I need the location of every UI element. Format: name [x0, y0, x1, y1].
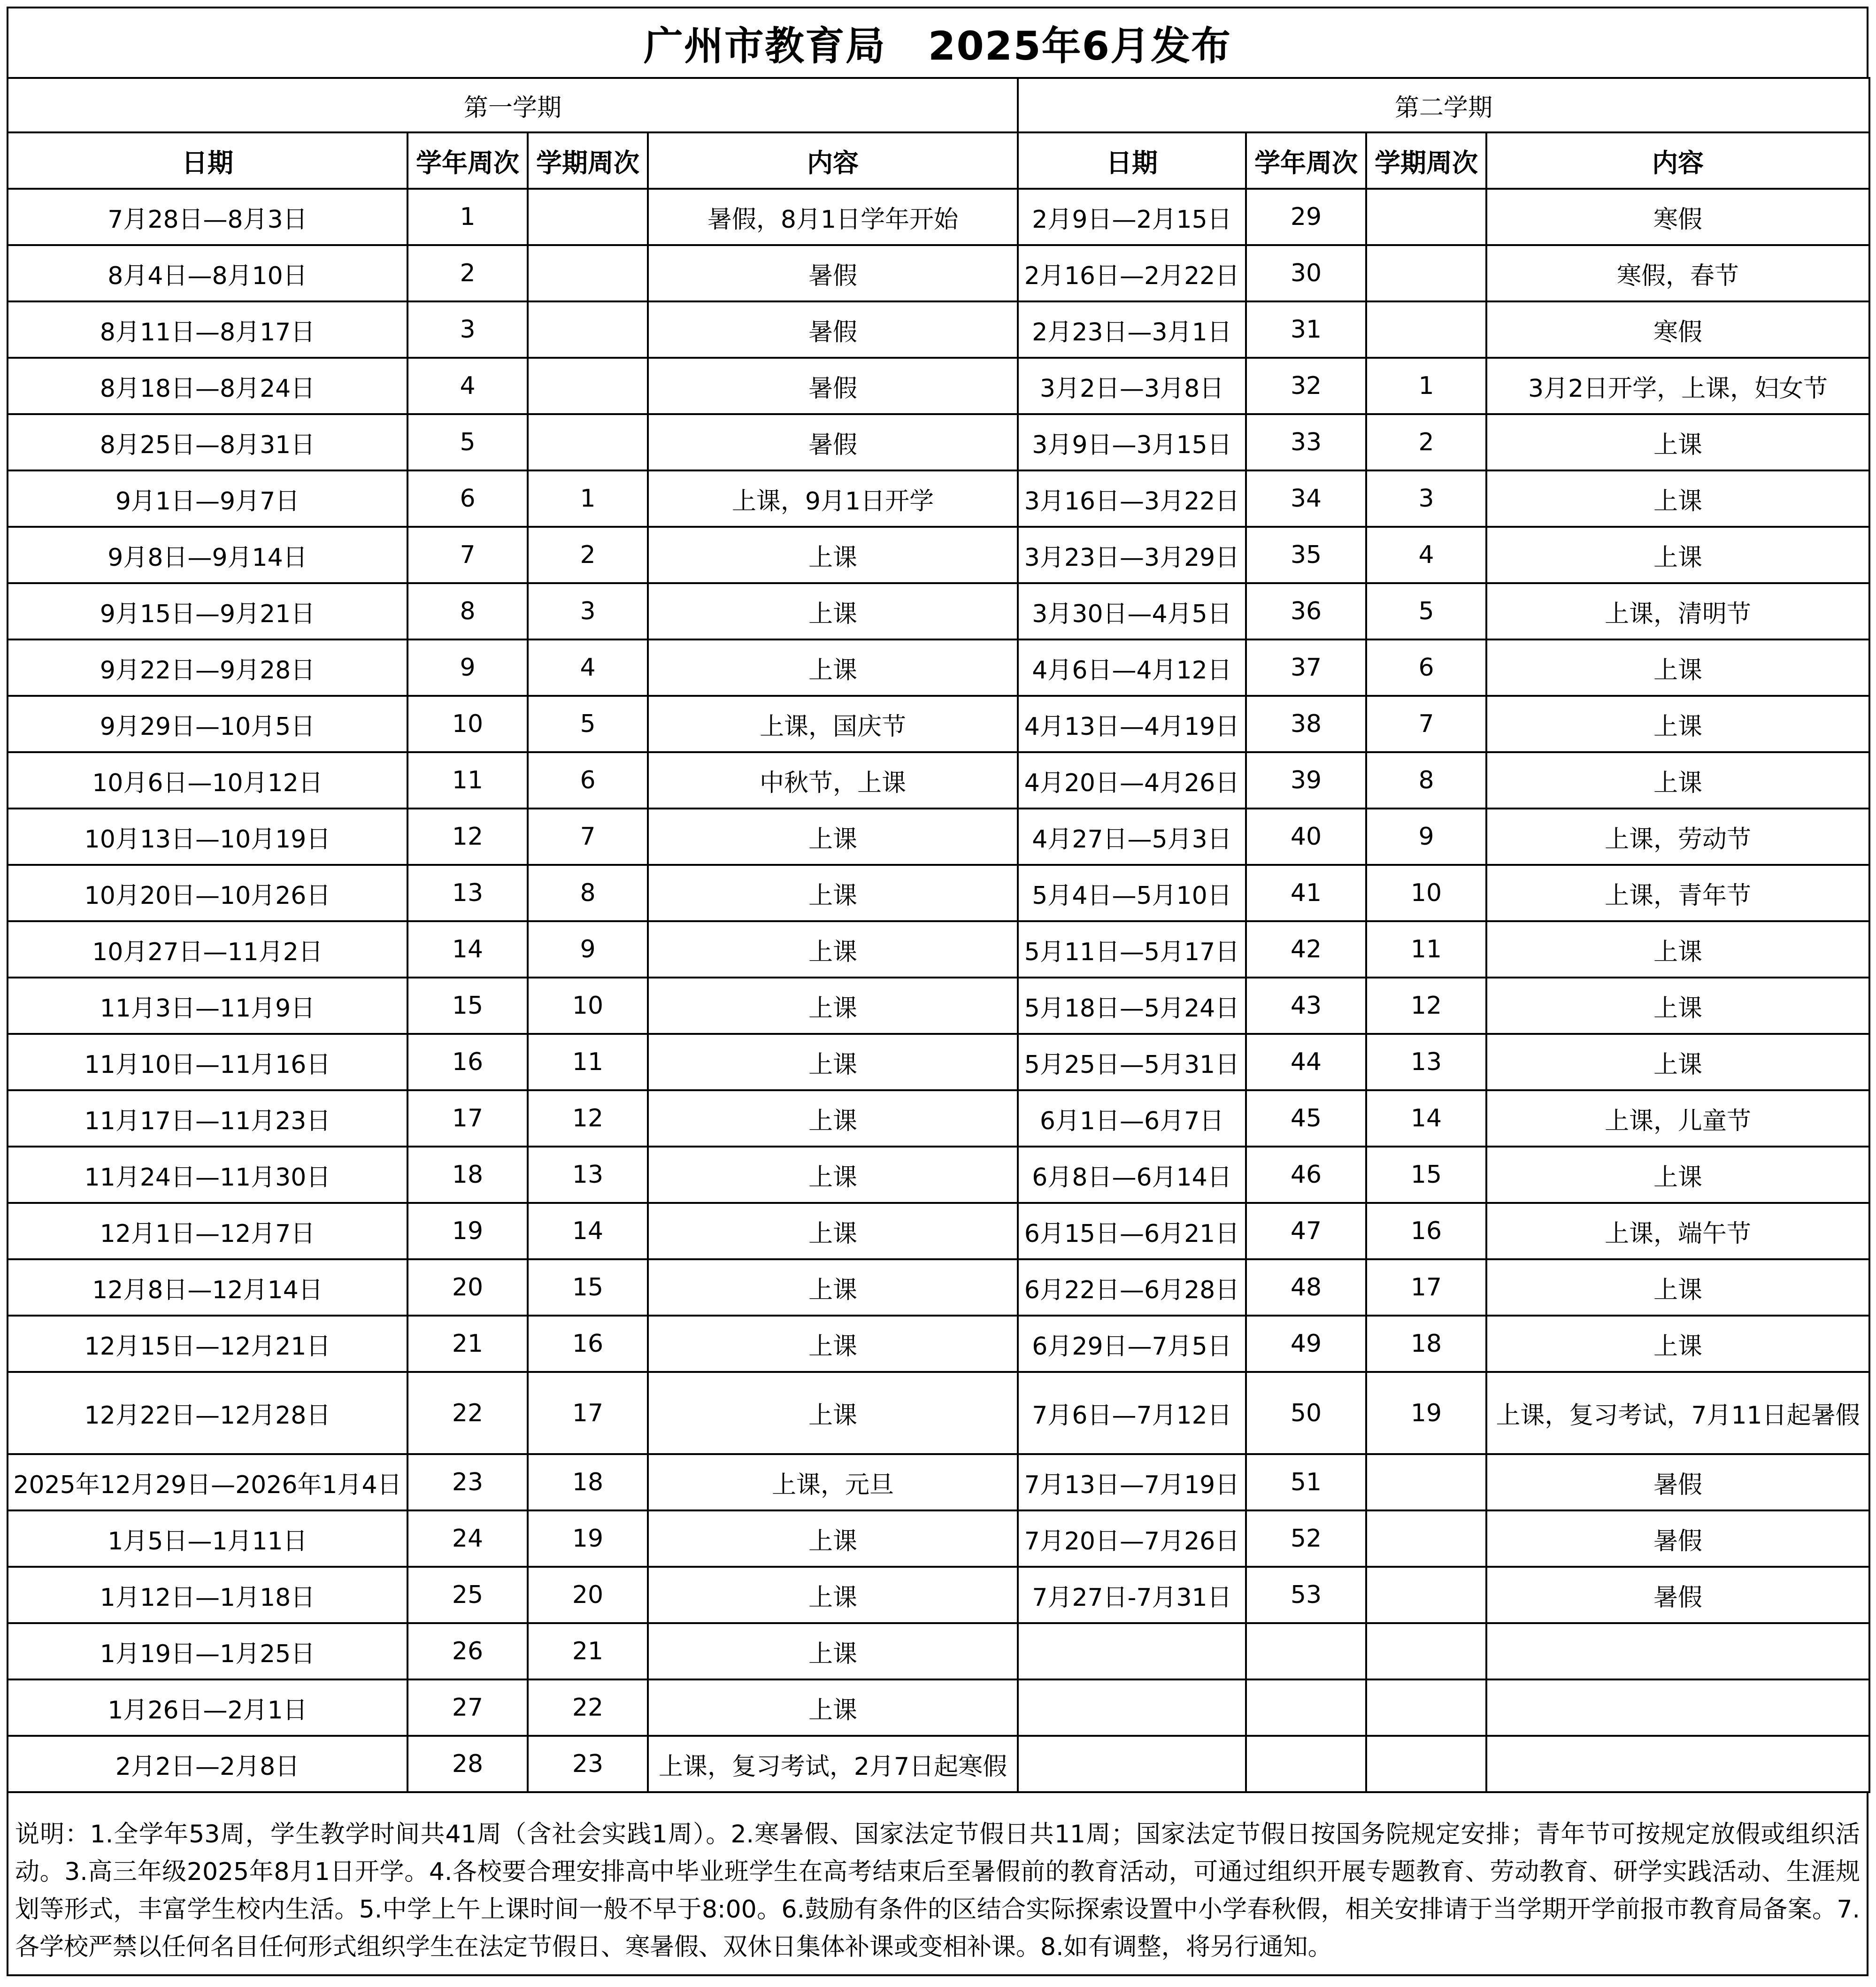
content-second-cell: 上课，青年节 — [1486, 865, 1869, 921]
date-second-cell: 5月11日—5月17日 — [1018, 921, 1246, 978]
table-row — [8, 1567, 1869, 1623]
year-week-first-cell: 11 — [407, 752, 528, 809]
content-first-cell: 上课 — [648, 1510, 1018, 1567]
content-first-cell: 上课，9月1日开学 — [648, 470, 1018, 527]
term-week-second-cell: 7 — [1366, 696, 1486, 752]
year-week-first-cell: 17 — [407, 1090, 528, 1147]
content-first-cell: 暑假 — [648, 414, 1018, 470]
content-second-cell: 上课 — [1486, 752, 1869, 809]
date-first-cell: 1月26日—2月1日 — [8, 1679, 407, 1736]
year-week-first-cell: 18 — [407, 1147, 528, 1203]
term-week-second-cell: 8 — [1366, 752, 1486, 809]
content-second-cell: 寒假，春节 — [1486, 245, 1869, 301]
date-first-cell: 10月20日—10月26日 — [8, 865, 407, 921]
term-week-first-cell: 12 — [528, 1090, 648, 1147]
term-week-first-cell: 6 — [528, 752, 648, 809]
date-first-cell: 9月1日—9月7日 — [8, 470, 407, 527]
content-second-cell: 上课，清明节 — [1486, 583, 1869, 639]
year-week-second-cell: 35 — [1246, 527, 1366, 583]
term-week-second-cell: 18 — [1366, 1316, 1486, 1372]
table-row — [8, 978, 1869, 1034]
content-first-cell: 上课 — [648, 1679, 1018, 1736]
content-second-cell: 暑假 — [1486, 1510, 1869, 1567]
date-second-cell: 6月15日—6月21日 — [1018, 1203, 1246, 1259]
year-week-second-cell: 52 — [1246, 1510, 1366, 1567]
date-first-cell: 10月13日—10月19日 — [8, 809, 407, 865]
term-week-first-cell: 5 — [528, 696, 648, 752]
content-first-cell: 中秋节，上课 — [648, 752, 1018, 809]
content-second-cell: 上课 — [1486, 978, 1869, 1034]
term-week-second-cell — [1366, 1623, 1486, 1679]
content-first-cell: 上课 — [648, 583, 1018, 639]
header-content-first: 内容 — [648, 132, 1018, 189]
term-week-first-cell: 20 — [528, 1567, 648, 1623]
content-first-cell: 上课 — [648, 639, 1018, 696]
content-first-cell: 上课 — [648, 1623, 1018, 1679]
term-week-first-cell: 15 — [528, 1259, 648, 1316]
content-first-cell: 暑假 — [648, 245, 1018, 301]
date-second-cell: 3月30日—4月5日 — [1018, 583, 1246, 639]
year-week-second-cell: 44 — [1246, 1034, 1366, 1090]
term-week-first-cell — [528, 245, 648, 301]
table-row — [8, 1679, 1869, 1736]
date-first-cell: 11月10日—11月16日 — [8, 1034, 407, 1090]
year-week-first-cell: 23 — [407, 1454, 528, 1510]
date-first-cell: 2025年12月29日—2026年1月4日 — [8, 1454, 407, 1510]
term-week-first-cell — [528, 414, 648, 470]
year-week-second-cell: 51 — [1246, 1454, 1366, 1510]
term-week-first-cell: 3 — [528, 583, 648, 639]
date-first-cell: 12月8日—12月14日 — [8, 1259, 407, 1316]
term-week-second-cell — [1366, 245, 1486, 301]
year-week-second-cell: 29 — [1246, 189, 1366, 245]
term-week-first-cell — [528, 189, 648, 245]
term-week-first-cell: 9 — [528, 921, 648, 978]
year-week-first-cell: 6 — [407, 470, 528, 527]
term-week-first-cell: 18 — [528, 1454, 648, 1510]
content-first-cell: 暑假 — [648, 358, 1018, 414]
date-first-cell: 7月28日—8月3日 — [8, 189, 407, 245]
date-second-cell: 3月16日—3月22日 — [1018, 470, 1246, 527]
term-week-first-cell: 7 — [528, 809, 648, 865]
year-week-first-cell: 14 — [407, 921, 528, 978]
term-week-second-cell: 12 — [1366, 978, 1486, 1034]
date-first-cell: 9月22日—9月28日 — [8, 639, 407, 696]
content-first-cell: 上课，元旦 — [648, 1454, 1018, 1510]
term-week-second-cell: 1 — [1366, 358, 1486, 414]
date-second-cell: 7月27日-7月31日 — [1018, 1567, 1246, 1623]
table-row — [8, 921, 1869, 978]
term-week-first-cell: 1 — [528, 470, 648, 527]
term-week-second-cell — [1366, 1454, 1486, 1510]
content-second-cell: 上课 — [1486, 696, 1869, 752]
content-first-cell: 上课 — [648, 1316, 1018, 1372]
term-week-second-cell: 4 — [1366, 527, 1486, 583]
year-week-second-cell: 47 — [1246, 1203, 1366, 1259]
title-org: 广州市教育局 — [643, 23, 886, 69]
content-second-cell: 暑假 — [1486, 1567, 1869, 1623]
date-second-cell: 7月20日—7月26日 — [1018, 1510, 1246, 1567]
table-row — [8, 470, 1869, 527]
term-week-first-cell: 4 — [528, 639, 648, 696]
date-second-cell: 4月20日—4月26日 — [1018, 752, 1246, 809]
year-week-first-cell: 16 — [407, 1034, 528, 1090]
term-week-first-cell: 11 — [528, 1034, 648, 1090]
term-week-second-cell — [1366, 1510, 1486, 1567]
content-second-cell: 上课 — [1486, 1316, 1869, 1372]
content-second-cell: 上课 — [1486, 1147, 1869, 1203]
year-week-second-cell: 42 — [1246, 921, 1366, 978]
table-row — [8, 1259, 1869, 1316]
year-week-second-cell: 38 — [1246, 696, 1366, 752]
date-second-cell: 5月25日—5月31日 — [1018, 1034, 1246, 1090]
date-first-cell: 10月27日—11月2日 — [8, 921, 407, 978]
content-first-cell: 上课 — [648, 921, 1018, 978]
table-row — [8, 1203, 1869, 1259]
year-week-second-cell: 37 — [1246, 639, 1366, 696]
header-year-week-first: 学年周次 — [407, 132, 528, 189]
term-week-first-cell: 19 — [528, 1510, 648, 1567]
semester-second-label: 第二学期 — [1018, 78, 1869, 132]
year-week-first-cell: 24 — [407, 1510, 528, 1567]
year-week-second-cell: 33 — [1246, 414, 1366, 470]
term-week-second-cell: 15 — [1366, 1147, 1486, 1203]
date-first-cell: 12月15日—12月21日 — [8, 1316, 407, 1372]
year-week-first-cell: 2 — [407, 245, 528, 301]
date-second-cell: 2月16日—2月22日 — [1018, 245, 1246, 301]
term-week-first-cell: 10 — [528, 978, 648, 1034]
calendar-sheet — [7, 7, 1868, 1976]
year-week-first-cell: 3 — [407, 301, 528, 358]
term-week-first-cell: 14 — [528, 1203, 648, 1259]
page-title — [7, 7, 1868, 77]
date-first-cell: 9月15日—9月21日 — [8, 583, 407, 639]
year-week-second-cell: 49 — [1246, 1316, 1366, 1372]
content-first-cell: 上课，复习考试，2月7日起寒假 — [648, 1736, 1018, 1792]
year-week-second-cell: 32 — [1246, 358, 1366, 414]
year-week-first-cell: 9 — [407, 639, 528, 696]
header-year-week-second: 学年周次 — [1246, 132, 1366, 189]
date-first-cell: 2月2日—2月8日 — [8, 1736, 407, 1792]
year-week-second-cell: 43 — [1246, 978, 1366, 1034]
year-week-first-cell: 21 — [407, 1316, 528, 1372]
table-row — [8, 358, 1869, 414]
date-second-cell: 4月6日—4月12日 — [1018, 639, 1246, 696]
table-row — [8, 1147, 1869, 1203]
date-second-cell: 2月9日—2月15日 — [1018, 189, 1246, 245]
header-content-second: 内容 — [1486, 132, 1869, 189]
term-week-first-cell: 8 — [528, 865, 648, 921]
date-second-cell: 2月23日—3月1日 — [1018, 301, 1246, 358]
term-week-second-cell: 2 — [1366, 414, 1486, 470]
table-row — [8, 1090, 1869, 1147]
term-week-second-cell: 10 — [1366, 865, 1486, 921]
content-first-cell: 上课 — [648, 1259, 1018, 1316]
term-week-second-cell — [1366, 1736, 1486, 1792]
title-published: 2025年6月发布 — [928, 23, 1232, 69]
term-week-second-cell: 14 — [1366, 1090, 1486, 1147]
calendar-table — [7, 77, 1870, 1793]
date-second-cell: 6月29日—7月5日 — [1018, 1316, 1246, 1372]
header-term-week-first: 学期周次 — [528, 132, 648, 189]
date-first-cell: 11月3日—11月9日 — [8, 978, 407, 1034]
header-term-week-second: 学期周次 — [1366, 132, 1486, 189]
content-first-cell: 暑假 — [648, 301, 1018, 358]
year-week-first-cell: 8 — [407, 583, 528, 639]
content-second-cell: 上课 — [1486, 1034, 1869, 1090]
content-second-cell — [1486, 1736, 1869, 1792]
date-second-cell: 7月6日—7月12日 — [1018, 1372, 1246, 1454]
year-week-second-cell: 34 — [1246, 470, 1366, 527]
year-week-second-cell: 36 — [1246, 583, 1366, 639]
content-first-cell: 暑假，8月1日学年开始 — [648, 189, 1018, 245]
year-week-second-cell: 41 — [1246, 865, 1366, 921]
year-week-first-cell: 28 — [407, 1736, 528, 1792]
year-week-second-cell: 40 — [1246, 809, 1366, 865]
term-week-first-cell: 16 — [528, 1316, 648, 1372]
table-row — [8, 696, 1869, 752]
content-first-cell: 上课，国庆节 — [648, 696, 1018, 752]
table-row — [8, 809, 1869, 865]
date-first-cell: 11月17日—11月23日 — [8, 1090, 407, 1147]
year-week-first-cell: 4 — [407, 358, 528, 414]
content-second-cell: 上课 — [1486, 527, 1869, 583]
date-first-cell: 12月1日—12月7日 — [8, 1203, 407, 1259]
date-first-cell: 10月6日—10月12日 — [8, 752, 407, 809]
term-week-first-cell: 21 — [528, 1623, 648, 1679]
date-first-cell: 12月22日—12月28日 — [8, 1372, 407, 1454]
content-second-cell — [1486, 1623, 1869, 1679]
term-week-second-cell: 3 — [1366, 470, 1486, 527]
header-date-first: 日期 — [8, 132, 407, 189]
table-row — [8, 527, 1869, 583]
term-week-first-cell: 2 — [528, 527, 648, 583]
date-second-cell — [1018, 1679, 1246, 1736]
term-week-second-cell: 13 — [1366, 1034, 1486, 1090]
table-row — [8, 1372, 1869, 1454]
content-second-cell: 上课，劳动节 — [1486, 809, 1869, 865]
table-row — [8, 1736, 1869, 1792]
date-second-cell: 7月13日—7月19日 — [1018, 1454, 1246, 1510]
date-second-cell: 3月2日—3月8日 — [1018, 358, 1246, 414]
term-week-first-cell — [528, 358, 648, 414]
term-week-second-cell: 16 — [1366, 1203, 1486, 1259]
year-week-first-cell: 26 — [407, 1623, 528, 1679]
date-first-cell: 9月8日—9月14日 — [8, 527, 407, 583]
term-week-second-cell: 6 — [1366, 639, 1486, 696]
content-first-cell: 上课 — [648, 1567, 1018, 1623]
table-row — [8, 639, 1869, 696]
date-second-cell: 3月9日—3月15日 — [1018, 414, 1246, 470]
date-first-cell: 8月25日—8月31日 — [8, 414, 407, 470]
table-row — [8, 1510, 1869, 1567]
term-week-second-cell: 17 — [1366, 1259, 1486, 1316]
term-week-second-cell — [1366, 1679, 1486, 1736]
year-week-second-cell: 30 — [1246, 245, 1366, 301]
table-row — [8, 1034, 1869, 1090]
term-week-second-cell: 19 — [1366, 1372, 1486, 1454]
semester-first-label: 第一学期 — [8, 78, 1018, 132]
date-first-cell: 11月24日—11月30日 — [8, 1147, 407, 1203]
content-second-cell: 寒假 — [1486, 189, 1869, 245]
year-week-second-cell — [1246, 1736, 1366, 1792]
date-first-cell: 8月4日—8月10日 — [8, 245, 407, 301]
content-second-cell: 上课，复习考试，7月11日起暑假 — [1486, 1372, 1869, 1454]
content-first-cell: 上课 — [648, 1034, 1018, 1090]
term-week-second-cell — [1366, 189, 1486, 245]
year-week-first-cell: 1 — [407, 189, 528, 245]
date-first-cell: 8月18日—8月24日 — [8, 358, 407, 414]
term-week-second-cell: 9 — [1366, 809, 1486, 865]
content-second-cell: 上课，端午节 — [1486, 1203, 1869, 1259]
content-first-cell: 上课 — [648, 1372, 1018, 1454]
date-second-cell: 4月13日—4月19日 — [1018, 696, 1246, 752]
table-row — [8, 245, 1869, 301]
year-week-first-cell: 15 — [407, 978, 528, 1034]
year-week-second-cell: 45 — [1246, 1090, 1366, 1147]
semester-header-row — [8, 78, 1869, 132]
content-second-cell: 上课，儿童节 — [1486, 1090, 1869, 1147]
table-row — [8, 1454, 1869, 1510]
year-week-first-cell: 10 — [407, 696, 528, 752]
year-week-second-cell: 46 — [1246, 1147, 1366, 1203]
table-row — [8, 1316, 1869, 1372]
year-week-first-cell: 25 — [407, 1567, 528, 1623]
date-first-cell: 1月5日—1月11日 — [8, 1510, 407, 1567]
content-second-cell: 暑假 — [1486, 1454, 1869, 1510]
date-first-cell: 1月19日—1月25日 — [8, 1623, 407, 1679]
term-week-first-cell: 13 — [528, 1147, 648, 1203]
content-second-cell: 上课 — [1486, 921, 1869, 978]
content-first-cell: 上课 — [648, 1090, 1018, 1147]
table-row — [8, 189, 1869, 245]
date-first-cell: 1月12日—1月18日 — [8, 1567, 407, 1623]
term-week-second-cell — [1366, 1567, 1486, 1623]
year-week-second-cell: 48 — [1246, 1259, 1366, 1316]
content-second-cell: 上课 — [1486, 470, 1869, 527]
year-week-first-cell: 12 — [407, 809, 528, 865]
table-row — [8, 1623, 1869, 1679]
year-week-second-cell: 39 — [1246, 752, 1366, 809]
content-second-cell — [1486, 1679, 1869, 1736]
content-first-cell: 上课 — [648, 809, 1018, 865]
term-week-first-cell: 17 — [528, 1372, 648, 1454]
date-second-cell: 4月27日—5月3日 — [1018, 809, 1246, 865]
content-first-cell: 上课 — [648, 865, 1018, 921]
content-first-cell: 上课 — [648, 1203, 1018, 1259]
header-date-second: 日期 — [1018, 132, 1246, 189]
column-header-row — [8, 132, 1869, 189]
content-second-cell: 上课 — [1486, 1259, 1869, 1316]
year-week-first-cell: 19 — [407, 1203, 528, 1259]
year-week-first-cell: 13 — [407, 865, 528, 921]
content-second-cell: 3月2日开学，上课，妇女节 — [1486, 358, 1869, 414]
year-week-second-cell: 50 — [1246, 1372, 1366, 1454]
date-second-cell — [1018, 1736, 1246, 1792]
year-week-second-cell: 31 — [1246, 301, 1366, 358]
date-second-cell: 6月8日—6月14日 — [1018, 1147, 1246, 1203]
term-week-first-cell: 22 — [528, 1679, 648, 1736]
content-second-cell: 上课 — [1486, 414, 1869, 470]
table-row — [8, 414, 1869, 470]
date-first-cell: 9月29日—10月5日 — [8, 696, 407, 752]
notes-section: 说明：1.全学年53周，学生教学时间共41周（含社会实践1周）。2.寒暑假、国家法定节假日共11周；国家法定节假日按国务院规定安排；青年节可按规定放假或组织活动。3.高三年级2025年8月1日开学。4.各校要合理安排高中毕业班学生在高考结束后至暑假前的教育活动，可通过组织开展专题教育、劳动教育、研学实践活动、生涯规划等形式，丰富学生校内生活。5.中学上午上课时间一般不早于8:00。6.鼓励有条件的区结合实际探索设置中小学春秋假，相关安排请于当学期开学前报市教育局备案。7.各学校严禁以任何名目任何形式组织学生在法定节假日、寒暑假、双休日集体补课或变相补课。8.如有调整，将另行通知。 — [7, 1793, 1868, 1976]
date-second-cell: 6月22日—6月28日 — [1018, 1259, 1246, 1316]
date-second-cell: 6月1日—6月7日 — [1018, 1090, 1246, 1147]
date-second-cell: 3月23日—3月29日 — [1018, 527, 1246, 583]
date-first-cell: 8月11日—8月17日 — [8, 301, 407, 358]
term-week-first-cell: 23 — [528, 1736, 648, 1792]
term-week-first-cell — [528, 301, 648, 358]
content-second-cell: 寒假 — [1486, 301, 1869, 358]
table-row — [8, 301, 1869, 358]
year-week-second-cell — [1246, 1679, 1366, 1736]
table-row — [8, 865, 1869, 921]
table-row — [8, 752, 1869, 809]
year-week-first-cell: 5 — [407, 414, 528, 470]
table-row — [8, 583, 1869, 639]
content-second-cell: 上课 — [1486, 639, 1869, 696]
year-week-first-cell: 27 — [407, 1679, 528, 1736]
content-first-cell: 上课 — [648, 1147, 1018, 1203]
year-week-second-cell: 53 — [1246, 1567, 1366, 1623]
year-week-first-cell: 20 — [407, 1259, 528, 1316]
date-second-cell: 5月18日—5月24日 — [1018, 978, 1246, 1034]
term-week-second-cell: 11 — [1366, 921, 1486, 978]
date-second-cell: 5月4日—5月10日 — [1018, 865, 1246, 921]
year-week-first-cell: 22 — [407, 1372, 528, 1454]
year-week-second-cell — [1246, 1623, 1366, 1679]
year-week-first-cell: 7 — [407, 527, 528, 583]
content-first-cell: 上课 — [648, 978, 1018, 1034]
term-week-second-cell: 5 — [1366, 583, 1486, 639]
date-second-cell — [1018, 1623, 1246, 1679]
content-first-cell: 上课 — [648, 527, 1018, 583]
term-week-second-cell — [1366, 301, 1486, 358]
